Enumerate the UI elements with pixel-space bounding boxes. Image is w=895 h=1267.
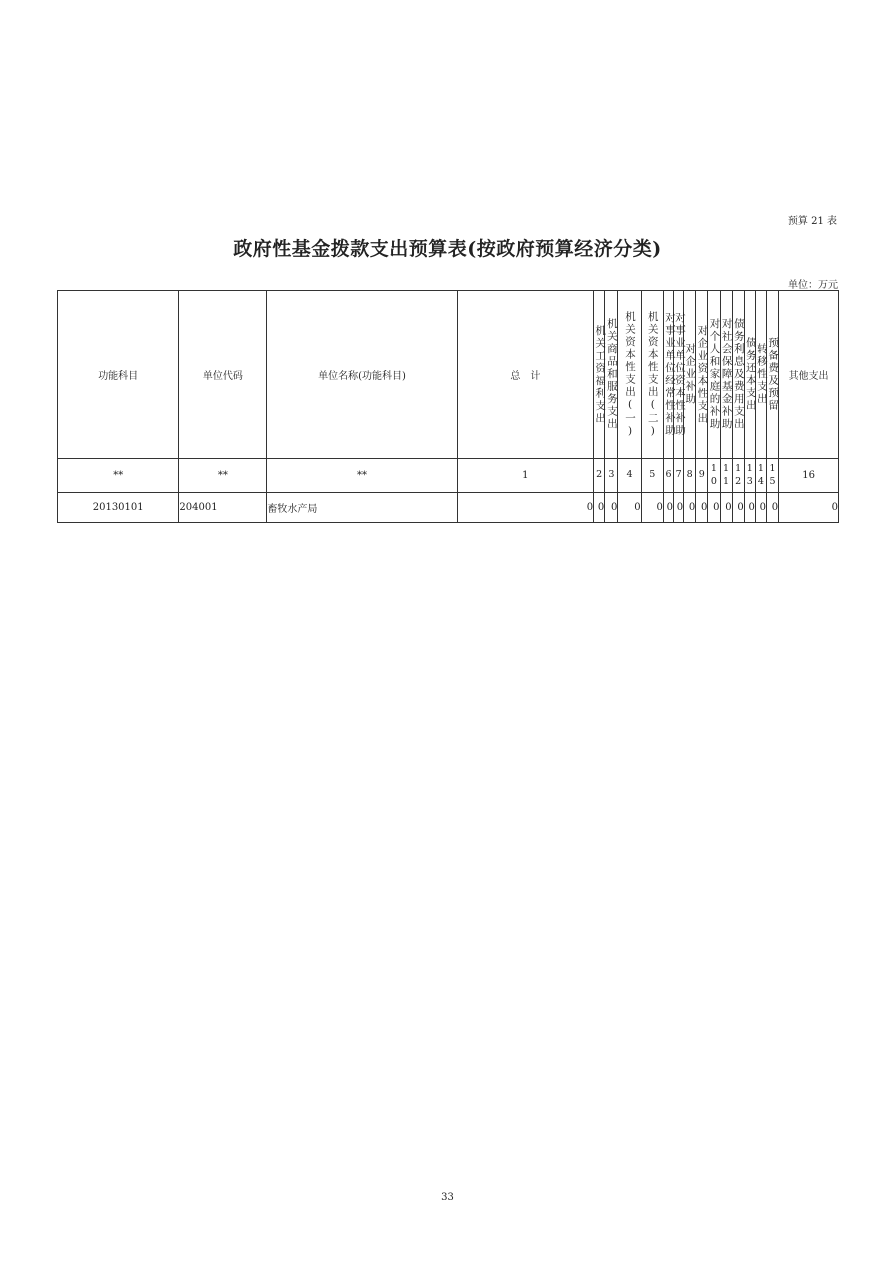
header-cell bbox=[732, 291, 744, 459]
header-cell bbox=[663, 291, 676, 459]
cell-value: 0 bbox=[663, 493, 673, 523]
index-cell: ** bbox=[58, 459, 179, 493]
header-cell bbox=[641, 291, 663, 459]
cell-value: 0 bbox=[605, 493, 618, 523]
index-cell: 6 bbox=[663, 459, 673, 493]
cell-function-code: 20130101 bbox=[58, 493, 179, 523]
index-cell: 1 bbox=[457, 459, 594, 493]
header-cell bbox=[767, 291, 779, 459]
header-label: 单位名称(功能科目) bbox=[318, 371, 406, 382]
cell-total: 0 bbox=[457, 493, 594, 523]
header-label: 机关工资福利支出 bbox=[594, 324, 607, 425]
cell-value: 0 bbox=[641, 493, 663, 523]
cell-value: 0 bbox=[696, 493, 708, 523]
index-cell: 16 bbox=[779, 459, 839, 493]
cell-value: 0 bbox=[779, 493, 839, 523]
header-label: 机关商品和服务支出 bbox=[605, 318, 618, 431]
header-cell bbox=[618, 291, 641, 459]
header-cell bbox=[674, 291, 687, 459]
index-cell: 10 bbox=[708, 459, 720, 493]
table-row bbox=[58, 493, 839, 523]
index-cell: 8 bbox=[684, 459, 696, 493]
header-cell bbox=[755, 291, 766, 459]
cell-value: 0 bbox=[755, 493, 766, 523]
index-cell: 13 bbox=[744, 459, 755, 493]
cell-value: 0 bbox=[674, 493, 684, 523]
index-cell: 4 bbox=[618, 459, 641, 493]
index-cell: ** bbox=[267, 459, 457, 493]
cell-value: 0 bbox=[594, 493, 605, 523]
cell-value: 0 bbox=[708, 493, 720, 523]
budget-table bbox=[57, 290, 839, 523]
header-label: 对个人和家庭的补助 bbox=[708, 318, 721, 431]
cell-value: 0 bbox=[618, 493, 641, 523]
header-label: 单位代码 bbox=[202, 371, 243, 382]
form-number: 预算 21 表 bbox=[787, 216, 837, 227]
index-cell: 14 bbox=[755, 459, 766, 493]
header-label: 功能科目 bbox=[98, 371, 139, 382]
header-label: 机关资本性支出(二) bbox=[646, 310, 659, 439]
header-cell bbox=[58, 291, 179, 459]
cell-value: 0 bbox=[684, 493, 696, 523]
cell-value: 0 bbox=[744, 493, 755, 523]
header-label: 总 计 bbox=[510, 371, 541, 382]
index-cell: 7 bbox=[674, 459, 684, 493]
header-label: 其他支出 bbox=[788, 371, 829, 382]
header-cell bbox=[720, 291, 732, 459]
header-label: 对企业资本性支出 bbox=[696, 324, 709, 425]
cell-value: 0 bbox=[767, 493, 779, 523]
header-cell bbox=[594, 291, 605, 459]
cell-unit-code: 204001 bbox=[179, 493, 267, 523]
header-cell bbox=[779, 291, 839, 459]
header-label: 预备费及预留 bbox=[767, 337, 780, 412]
index-row bbox=[58, 459, 839, 493]
header-label: 对事业单位资本性补助 bbox=[674, 312, 687, 437]
header-label: 对企业补助 bbox=[684, 343, 697, 406]
header-label: 转移性支出 bbox=[755, 343, 768, 406]
page-number: 33 bbox=[441, 1192, 454, 1203]
unit-label: 单位：万元 bbox=[788, 280, 838, 291]
index-cell: 9 bbox=[696, 459, 708, 493]
index-cell: 2 bbox=[594, 459, 605, 493]
index-cell: 15 bbox=[767, 459, 779, 493]
header-cell bbox=[605, 291, 618, 459]
page-title: 政府性基金拨款支出预算表(按政府预算经济分类) bbox=[233, 238, 662, 260]
index-cell: ** bbox=[179, 459, 267, 493]
index-cell: 11 bbox=[720, 459, 732, 493]
header-row bbox=[58, 291, 839, 459]
cell-value: 0 bbox=[720, 493, 732, 523]
header-cell bbox=[179, 291, 267, 459]
header-cell bbox=[744, 291, 755, 459]
index-cell: 12 bbox=[732, 459, 744, 493]
header-cell bbox=[457, 291, 594, 459]
header-label: 对事业单位经常性补助 bbox=[663, 312, 676, 437]
header-cell bbox=[708, 291, 720, 459]
cell-unit-name: 畜牧水产局 bbox=[267, 493, 457, 523]
index-cell: 5 bbox=[641, 459, 663, 493]
header-label: 债务还本支出 bbox=[744, 337, 757, 412]
header-label: 债务利息及费用支出 bbox=[732, 318, 745, 431]
header-label: 机关资本性支出(一) bbox=[624, 310, 637, 439]
index-cell: 3 bbox=[605, 459, 618, 493]
header-cell bbox=[267, 291, 457, 459]
header-cell bbox=[696, 291, 708, 459]
header-label: 对社会保障基金补助 bbox=[720, 318, 733, 431]
cell-value: 0 bbox=[732, 493, 744, 523]
